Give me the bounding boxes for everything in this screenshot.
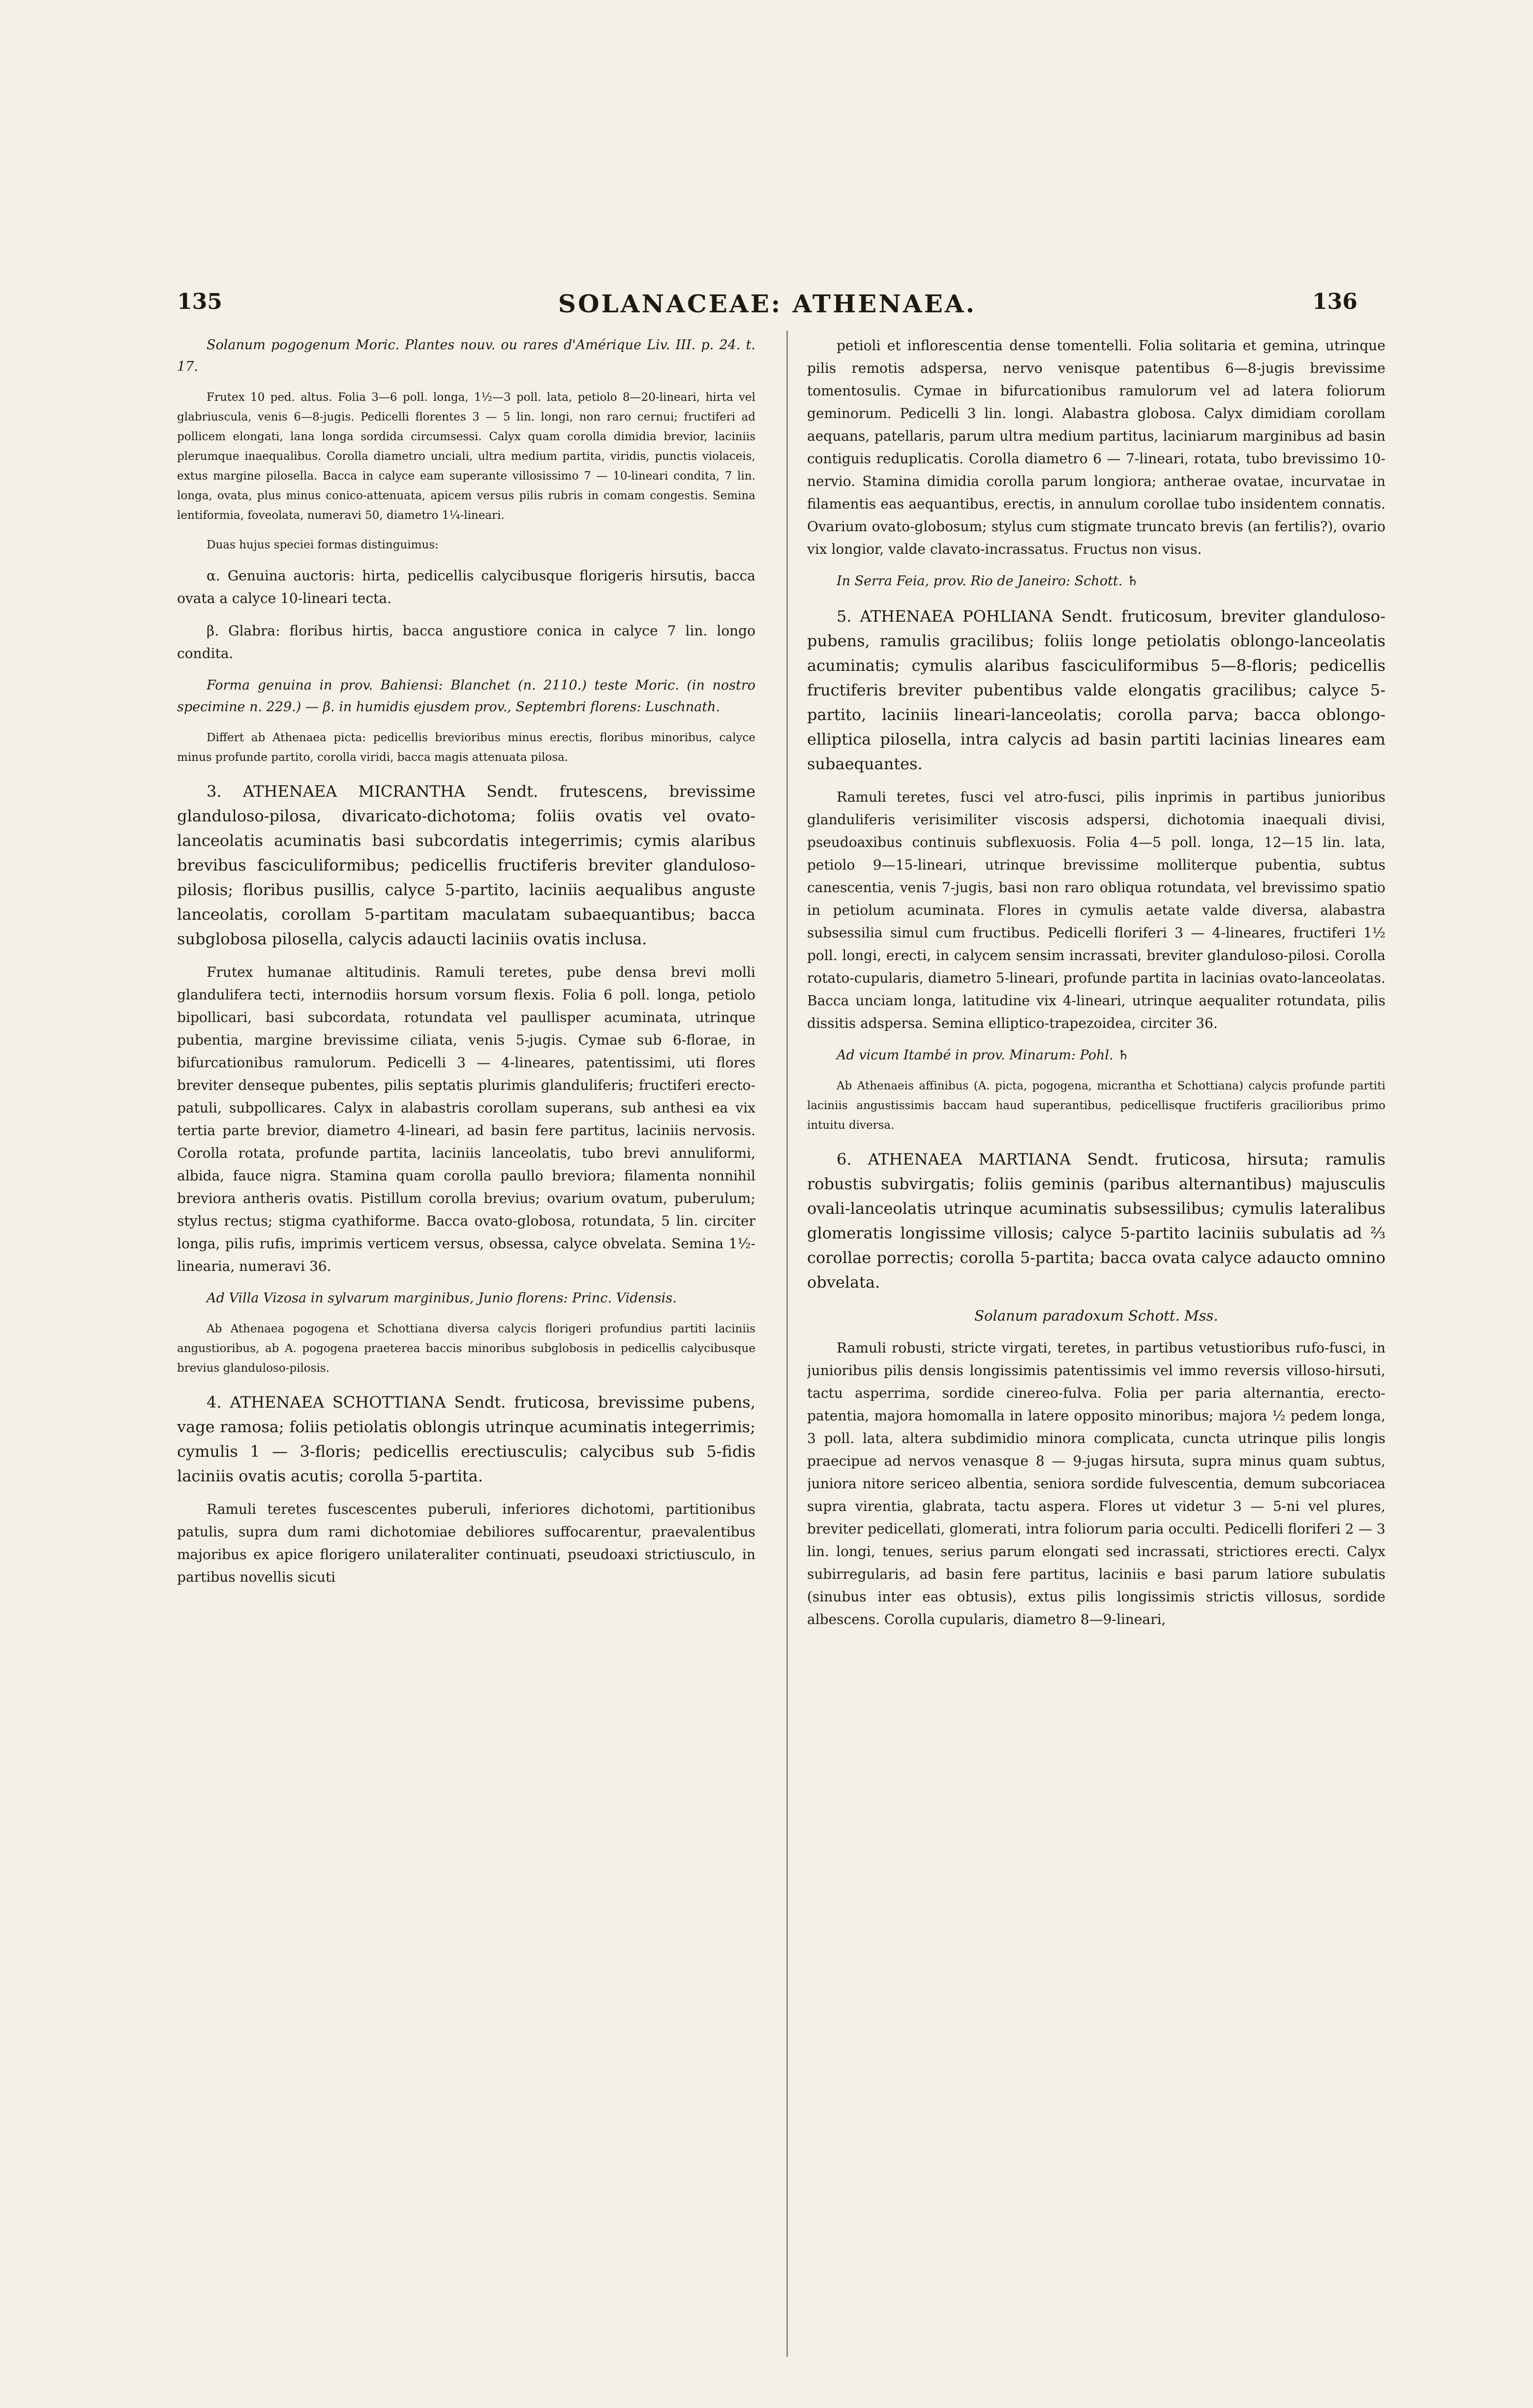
running-title: SOLANACEAE: ATHENAEA.	[558, 289, 977, 318]
left-page-number: 135	[177, 289, 222, 314]
note-paragraph: Differt ab Athenaea picta: pedicellis brevioribus minus erectis, floribus minoribus, calyce minus profunde partito, corolla viridi, bacca magis attenuata pilosa.	[177, 731, 755, 764]
citation: Solanum pogogenum Moric. Plantes nouv. ou rares d'Amérique Liv. III. p. 24. t. 17.	[177, 337, 755, 374]
citation: In Serra Feia, prov. Rio de Janeiro: Schott. ♄	[837, 573, 1139, 589]
paragraph: Ramuli teretes fuscescentes puberuli, inferiores dichotomi, partitionibus patulis, supra dum rami dichotomiae debiliores suffocarentur, praevalentibus majoribus ex apice florigero unilateraliter continuati, pseudoaxi strictiusculo, in partibus novellis sicuti	[177, 1501, 755, 1585]
paragraph: Ramuli teretes, fusci vel atro-fusci, pilis inprimis in partibus junioribus glanduliferis verisimiliter viscosis adspersi, dichotomia inaequali divisi, pseudoaxibus continuis subflexuosis. Folia 4—5 poll. longa, 12—15 lin. lata, petiolo 9—15-lineari, utrinque brevissime molliterque pubentia, subtus canescentia, venis 7-jugis, basi non raro obliqua rotundata, vel brevissimo spatio in petiolum acuminata. Flores in cymulis aetate valde diversa, alabastra subsessilia simul cum fructibus. Pedicelli floriferi 3 — 4-lineares, fructiferi 1½ poll. longi, erecti, in calycem sensim incrassati, breviter glanduloso-pilosi. Corolla rotato-cupularis, diametro 5-lineari, profunde partita in lacinias ovato-lanceolatas. Bacca unciam longa, latitudine vix 4-lineari, utrinque aequaliter rotundata, pilis dissitis adspersa. Semina elliptico-trapezoidea, circiter 36.	[807, 789, 1385, 1031]
left-column	[177, 334, 755, 2351]
column-divider	[786, 331, 788, 2357]
paragraph: β. Glabra: floribus hirtis, bacca angustiore conica in calyce 7 lin. longo condita.	[177, 623, 755, 662]
right-column	[807, 334, 1385, 2351]
synonym-line: Solanum paradoxum Schott. Mss.	[974, 1307, 1218, 1324]
citation: Ad Villa Vizosa in sylvarum marginibus, Junio florens: Princ. Vidensis.	[207, 1291, 677, 1306]
running-header	[177, 289, 1357, 329]
species-heading: 3. ATHENAEA MICRANTHA Sendt. frutescens, brevissime glanduloso-pilosa, divaricato-dichotoma; foliis ovatis vel ovato-lanceolatis acuminatis basi subcordatis integerrimis; cymis alaribus brevibus fasciculiformibus; pedicellis fructiferis breviter glanduloso-pilosis; floribus pusillis, calyce 5-partito, laciniis aequalibus anguste lanceolatis, corollam 5-partitam maculatam subaequantibus; bacca subglobosa pilosella, calycis adaucti laciniis ovatis inclusa.	[177, 782, 755, 948]
note-paragraph: Duas hujus speciei formas distinguimus:	[207, 539, 439, 551]
species-heading: 6. ATHENAEA MARTIANA Sendt. fruticosa, hirsuta; ramulis robustis subvirgatis; foliis geminis (paribus alternantibus) majusculis ovali-lanceolatis utrinque acuminatis subsessilibus; cymulis lateralibus glomeratis longissime villosis; calyce 5-partito laciniis subulatis ad ⅔ corollae porrectis; corolla 5-partita; bacca ovata calyce adaucto omnino obvelata.	[807, 1150, 1385, 1292]
paragraph: α. Genuina auctoris: hirta, pedicellis calycibusque florigeris hirsutis, bacca ovata a calyce 10-lineari tecta.	[177, 568, 755, 606]
paragraph: Ramuli robusti, stricte virgati, teretes, in partibus vetustioribus rufo-fusci, in junioribus pilis densis longissimis patentissimis vel immo reversis villoso-hirsuti, tactu asperrima, sordide cinereo-fulva. Folia per paria alternantia, erecto-patentia, majora homomalla in latere opposito minoribus; majora ½ pedem longa, 3 poll. lata, altera subdimidio minora complicata, cuncta utrinque pilis longis praecipue ad nervos venasque 8 — 9-jugas hirsuta, supra minus quam subtus, juniora nitore sericeo albentia, seniora sordide fulvescentia, demum subcoriacea supra virentia, glabrata, tactu aspera. Flores ut videtur 3 — 5-ni vel plures, breviter pedicellati, glomerati, intra foliorum paria occulti. Pedicelli floriferi 2 — 3 lin. longi, tenues, serius parum elongati sed incrassati, strictiores erecti. Calyx subirregularis, ad basin fere partitus, laciniis e basi parum latiore subulatis (sinubus inter eas obtusis), extus pilis longissimis strictis villosus, sordide albescens. Corolla cupularis, diametro 8—9-lineari,	[807, 1340, 1385, 1627]
note-paragraph: Frutex 10 ped. altus. Folia 3—6 poll. longa, 1½—3 poll. lata, petiolo 8—20-lineari, hirta vel glabriuscula, venis 6—8-jugis. Pedicelli florentes 3 — 5 lin. longi, non raro cernui; fructiferi ad pollicem elongati, lana longa sordida circumsessi. Calyx quam corolla dimidia brevior, laciniis plerumque inaequalibus. Corolla diametro unciali, ultra medium partita, viridis, punctis violaceis, extus margine pilosella. Bacca in calyce eam superante villosissimo 7 — 10-lineari condita, 7 lin. longa, ovata, plus minus conico-attenuata, apicem versus pilis rubris in comam congestis. Semina lentiformia, foveolata, numeravi 50, diametro 1¼-lineari.	[177, 391, 755, 522]
note-paragraph: Ab Athenaea pogogena et Schottiana diversa calycis florigeri profundius partiti laciniis angustioribus, ab A. pogogena praeterea baccis minoribus subglobosis in pedicellis calycibusque brevius glanduloso-pilosis.	[177, 1323, 755, 1375]
paragraph: petioli et inflorescentia dense tomentelli. Folia solitaria et gemina, utrinque pilis remotis adspersa, nervo venisque patentibus 6—8-jugis brevissime tomentosulis. Cymae in bifurcationibus ramulorum vel ad latera foliorum geminorum. Pedicelli 3 lin. longi. Alabastra globosa. Calyx dimidiam corollam aequans, patellaris, parum ultra medium partitus, laciniarum marginibus ad basin contiguis reduplicatis. Corolla diametro 6 — 7-lineari, rotata, tubo brevissimo 10-nervio. Stamina dimidia corolla parum longiora; antherae ovatae, incurvatae in filamentis eas aequantibus, erectis, in annulum corollae tubo insidentem connatis. Ovarium ovato-globosum; stylus cum stigmate truncato brevis (an fertilis?), ovario vix longior, valde clavato-incrassatus. Fructus non visus.	[807, 337, 1385, 557]
citation: Ad vicum Itambé in prov. Minarum: Pohl. ♄	[837, 1048, 1130, 1063]
note-paragraph: Ab Athenaeis affinibus (A. picta, pogogena, micrantha et Schottiana) calycis profunde partiti laciniis angustissimis baccam haud superantibus, pedicellisque fructiferis gracilioribus primo intuitu diversa.	[807, 1080, 1385, 1132]
species-heading: 5. ATHENAEA POHLIANA Sendt. fruticosum, breviter glanduloso-pubens, ramulis gracilibus; foliis longe petiolatis oblongo-lanceolatis acuminatis; cymulis alaribus fasciculiformibus 5—8-floris; pedicellis fructiferis breviter pubentibus valde elongatis gracilibus; calyce 5-partito, laciniis lineari-lanceolatis; corolla parva; bacca oblongo-elliptica pilosella, intra calycis ad basin partiti lacinias lineares eam subaequantes.	[807, 607, 1385, 773]
paragraph: Frutex humanae altitudinis. Ramuli teretes, pube densa brevi molli glandulifera tecti, internodiis horsum vorsum flexis. Folia 6 poll. longa, petiolo bipollicari, basi subcordata, rotundata vel paullisper acuminata, utrinque pubentia, margine brevissime ciliata, venis 5-jugis. Cymae sub 6-florae, in bifurcationibus ramulorum. Pedicelli 3 — 4-lineares, patentissimi, uti flores breviter denseque pubentes, pilis septatis plurimis glanduliferis; fructiferi erecto-patuli, subpollicares. Calyx in alabastris corollam superans, sub anthesi ea vix tertia parte brevior, diametro 4-lineari, ad basin fere partitus, laciniis nervosis. Corolla rotata, profunde partita, laciniis lanceolatis, tubo brevi annuliformi, albida, fauce nigra. Stamina quam corolla paullo breviora; filamenta nonnihil breviora antheris ovatis. Pistillum corolla brevius; ovarium ovatum, puberulum; stylus rectus; stigma cyathiforme. Bacca ovato-globosa, rotundata, 5 lin. circiter longa, pilis rufis, imprimis verticem versus, obsessa, calyce obvelata. Semina 1½-linearia, numeravi 36.	[177, 964, 755, 1274]
species-heading: 4. ATHENAEA SCHOTTIANA Sendt. fruticosa, brevissime pubens, vage ramosa; foliis petiolatis oblongis utrinque acuminatis integerrimis; cymulis 1 — 3-floris; pedicellis erectiusculis; calycibus sub 5-fidis laciniis ovatis acutis; corolla 5-partita.	[177, 1393, 755, 1485]
right-page-number: 136	[1312, 289, 1357, 314]
citation: Forma genuina in prov. Bahiensi: Blanchet (n. 2110.) teste Moric. (in nostro specimine n. 229.) — β. in humidis ejusdem prov., Septembri florens: Luschnath.	[177, 678, 755, 715]
